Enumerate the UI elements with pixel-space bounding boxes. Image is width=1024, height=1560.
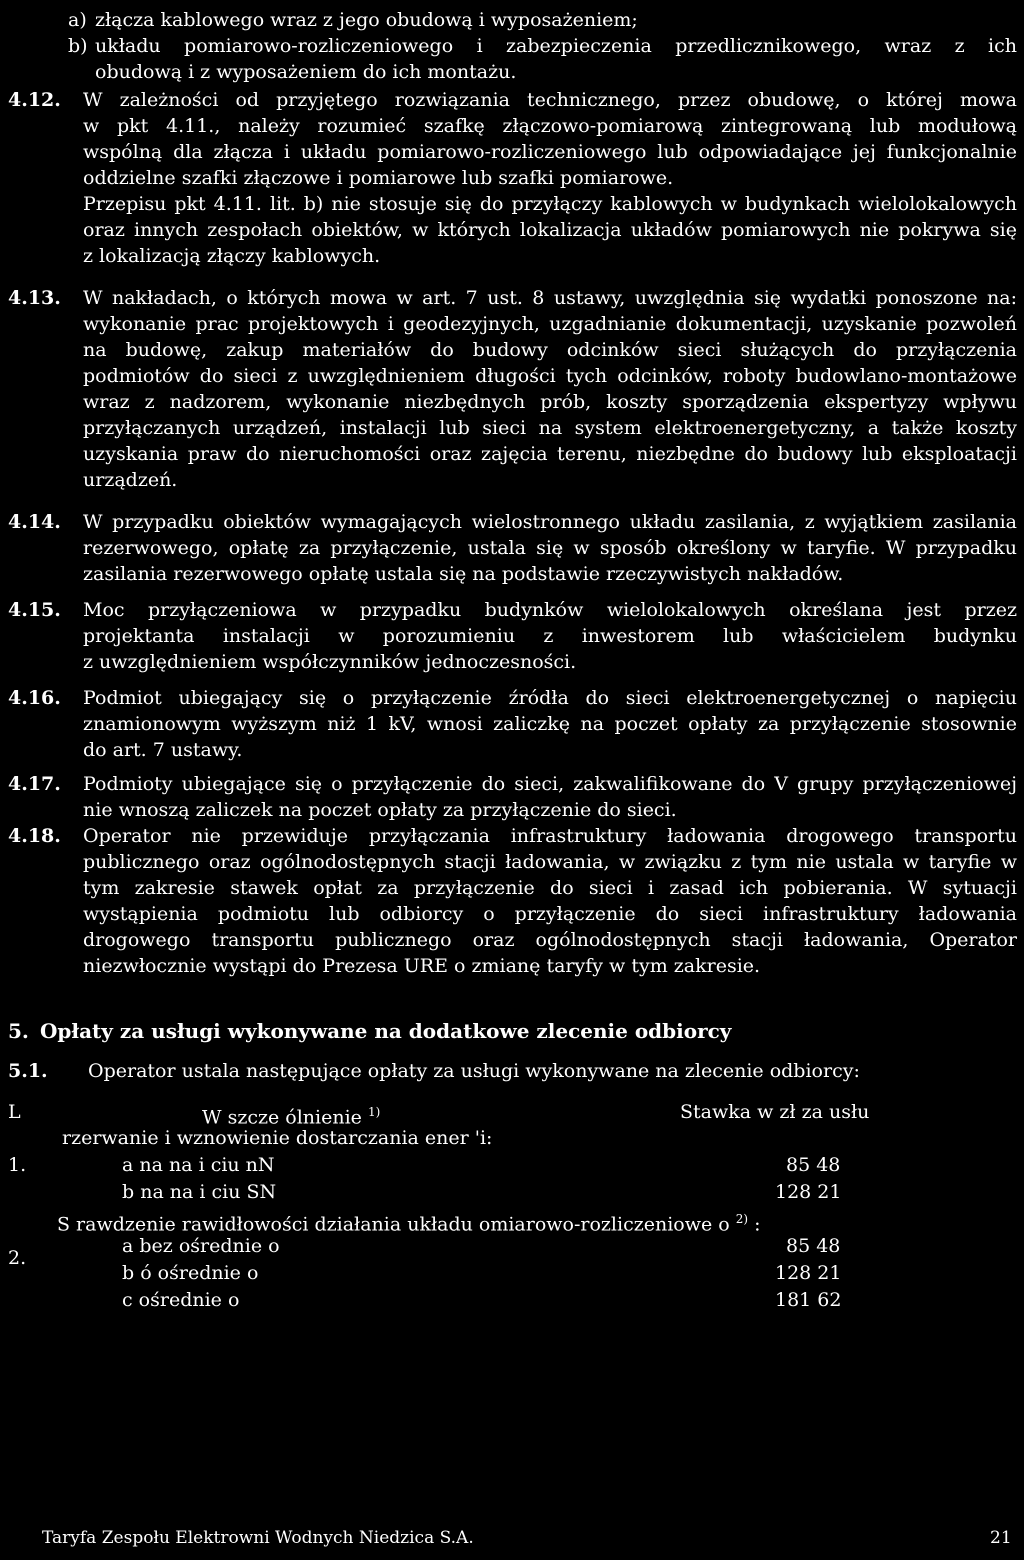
table-cell-label: b ó ośrednie o bbox=[122, 1262, 259, 1284]
paragraph-line: Podmioty ubiegające się o przyłączenie do sieci, zakwalifikowane do V grupy przyłączeniowej bbox=[83, 773, 1017, 795]
list-item-b-text: układu pomiarowo-rozliczeniowego i zabezpieczenia przedlicznikowego, wraz z ich bbox=[95, 35, 1017, 57]
table-cell-label: a bez ośrednie o bbox=[122, 1235, 280, 1257]
paragraph-line: rezerwowego, opłatę za przyłączenie, ustala się w sposób określony w taryfie. W przypadku bbox=[83, 537, 1017, 559]
footer-title: Taryfa Zespołu Elektrowni Wodnych Niedzica S.A. bbox=[42, 1528, 474, 1548]
table-cell-value: 85 48 bbox=[786, 1235, 841, 1257]
paragraph-line: wystąpienia podmiotu lub odbiorcy o przyłączenie do sieci infrastruktury ładowania bbox=[83, 903, 1017, 925]
page-number: 21 bbox=[990, 1528, 1012, 1548]
footnote-ref: 2) bbox=[735, 1212, 749, 1226]
paragraph-number-4-14: 4.14. bbox=[8, 511, 61, 533]
paragraph-line: z uwzględnieniem współczynników jednoczesności. bbox=[83, 651, 577, 673]
paragraph-line: publicznego oraz ogólnodostępnych stacji ładowania, w związku z tym nie ustala w taryfie w bbox=[83, 851, 1017, 873]
paragraph-line: Podmiot ubiegający się o przyłączenie źródła do sieci elektroenergetycznej o napięciu bbox=[83, 687, 1017, 709]
table-group-1-title: rzerwanie i wznowienie dostarczania ener 'i: bbox=[62, 1127, 493, 1149]
paragraph-line: Operator nie przewiduje przyłączania infrastruktury ładowania drogowego transportu bbox=[83, 825, 1017, 847]
paragraph-line: do art. 7 ustawy. bbox=[83, 739, 243, 761]
paragraph-line: tym zakresie stawek opłat za przyłączenie do sieci i zasad ich pobierania. W sytuacji bbox=[83, 877, 1017, 899]
table-cell-label: b na na i ciu SN bbox=[122, 1181, 277, 1203]
table-header-lp: L bbox=[8, 1101, 21, 1123]
table-header-description bbox=[202, 1100, 380, 1129]
paragraph-line: wspólną dla złącza i układu pomiarowo-rozliczeniowego lub odpowiadające jej funkcjonalnie bbox=[83, 141, 1017, 163]
table-cell-label: a na na i ciu nN bbox=[122, 1154, 275, 1176]
paragraph-number-4-15: 4.15. bbox=[8, 599, 61, 621]
table-header-rate: Stawka w zł za usłu bbox=[680, 1101, 870, 1123]
paragraph-line: przyłączanych urządzeń, instalacji lub sieci na system elektroenergetyczny, a także koszty bbox=[83, 417, 1017, 439]
paragraph-line: oddzielne szafki złączowe i pomiarowe lub szafki pomiarowe. bbox=[83, 167, 674, 189]
table-group-1-number: 1. bbox=[8, 1154, 27, 1176]
table-group-2-title bbox=[57, 1207, 761, 1236]
paragraph-line: urządzeń. bbox=[83, 469, 178, 491]
paragraph-line: oraz innych zespołach obiektów, w których lokalizacja układów pomiarowych nie pokrywa się bbox=[83, 219, 1017, 241]
paragraph-line: projektanta instalacji w porozumieniu z inwestorem lub właścicielem budynku bbox=[83, 625, 1017, 647]
list-item-b-marker: b) bbox=[68, 35, 88, 57]
table-cell-value: 128 21 bbox=[775, 1262, 842, 1284]
list-item-a-text: złącza kablowego wraz z jego obudową i wyposażeniem; bbox=[95, 9, 638, 31]
paragraph-line: nie wnoszą zaliczek na poczet opłaty za przyłączenie do sieci. bbox=[83, 799, 677, 821]
table-cell-label: c ośrednie o bbox=[122, 1289, 240, 1311]
paragraph-line: uzyskania praw do nieruchomości oraz zajęcia terenu, niezbędne do budowy lub eksploatacji bbox=[83, 443, 1017, 465]
table-cell-value: 181 62 bbox=[775, 1289, 842, 1311]
paragraph-line: wraz z nadzorem, wykonanie niezbędnych prób, koszty sporządzenia ekspertyzy wpływu bbox=[83, 391, 1017, 413]
table-cell-value: 128 21 bbox=[775, 1181, 842, 1203]
paragraph-number-4-17: 4.17. bbox=[8, 773, 61, 795]
paragraph-line: drogowego transportu publicznego oraz ogólnodostępnych stacji ładowania, Operator bbox=[83, 929, 1017, 951]
table-cell-value: 85 48 bbox=[786, 1154, 841, 1176]
paragraph-line: Moc przyłączeniowa w przypadku budynków wielolokalowych określana jest przez bbox=[83, 599, 1017, 621]
section-number-5: 5. bbox=[8, 1019, 29, 1043]
paragraph-number-4-16: 4.16. bbox=[8, 687, 61, 709]
table-group-2-title-suffix: : bbox=[754, 1213, 761, 1236]
table-header-description-text: W szcze ólnienie bbox=[202, 1106, 362, 1129]
paragraph-line: W nakładach, o których mowa w art. 7 ust. 8 ustawy, uwzględnia się wydatki ponoszone na: bbox=[83, 287, 1017, 309]
list-item-a-marker: a) bbox=[68, 9, 87, 31]
paragraph-line: W przypadku obiektów wymagających wielostronnego układu zasilania, z wyjątkiem zasilania bbox=[83, 511, 1017, 533]
paragraph-line: znamionowym wyższym niż 1 kV, wnosi zaliczkę na poczet opłaty za przyłączenie stosownie bbox=[83, 713, 1017, 735]
paragraph-line: W zależności od przyjętego rozwiązania technicznego, przez obudowę, o której mowa bbox=[83, 89, 1017, 111]
footnote-ref: 1) bbox=[367, 1105, 381, 1119]
paragraph-number-5-1: 5.1. bbox=[8, 1060, 48, 1082]
paragraph-line: Przepisu pkt 4.11. lit. b) nie stosuje się do przyłączy kablowych w budynkach wielolokalowych bbox=[83, 193, 1017, 215]
paragraph-line: niezwłocznie wystąpi do Prezesa URE o zmianę taryfy w tym zakresie. bbox=[83, 955, 761, 977]
list-item-b-text-cont: obudową i z wyposażeniem do ich montażu. bbox=[95, 61, 517, 83]
paragraph-number-4-13: 4.13. bbox=[8, 287, 61, 309]
paragraph-5-1-text: Operator ustala następujące opłaty za usługi wykonywane na zlecenie odbiorcy: bbox=[88, 1060, 860, 1082]
table-group-2-number: 2. bbox=[8, 1247, 27, 1269]
paragraph-number-4-12: 4.12. bbox=[8, 89, 61, 111]
section-heading: Opłaty za usługi wykonywane na dodatkowe zlecenie odbiorcy bbox=[40, 1019, 732, 1043]
paragraph-line: wykonanie prac projektowych i geodezyjnych, uzgadnianie dokumentacji, uzyskanie pozwoleń bbox=[83, 313, 1017, 335]
paragraph-line: na budowę, zakup materiałów do budowy odcinków sieci służących do przyłączenia bbox=[83, 339, 1017, 361]
paragraph-line: podmiotów do sieci z uwzględnieniem długości tych odcinków, roboty budowlano-montażowe bbox=[83, 365, 1017, 387]
paragraph-line: zasilania rezerwowego opłatę ustala się na podstawie rzeczywistych nakładów. bbox=[83, 563, 844, 585]
paragraph-line: w pkt 4.11., należy rozumieć szafkę złączowo-pomiarową zintegrowaną lub modułową bbox=[83, 115, 1017, 137]
table-group-2-title-text: S rawdzenie rawidłowości działania układu omiarowo-rozliczeniowe o bbox=[57, 1213, 730, 1236]
paragraph-number-4-18: 4.18. bbox=[8, 825, 61, 847]
paragraph-line: z lokalizacją złączy kablowych. bbox=[83, 245, 381, 267]
